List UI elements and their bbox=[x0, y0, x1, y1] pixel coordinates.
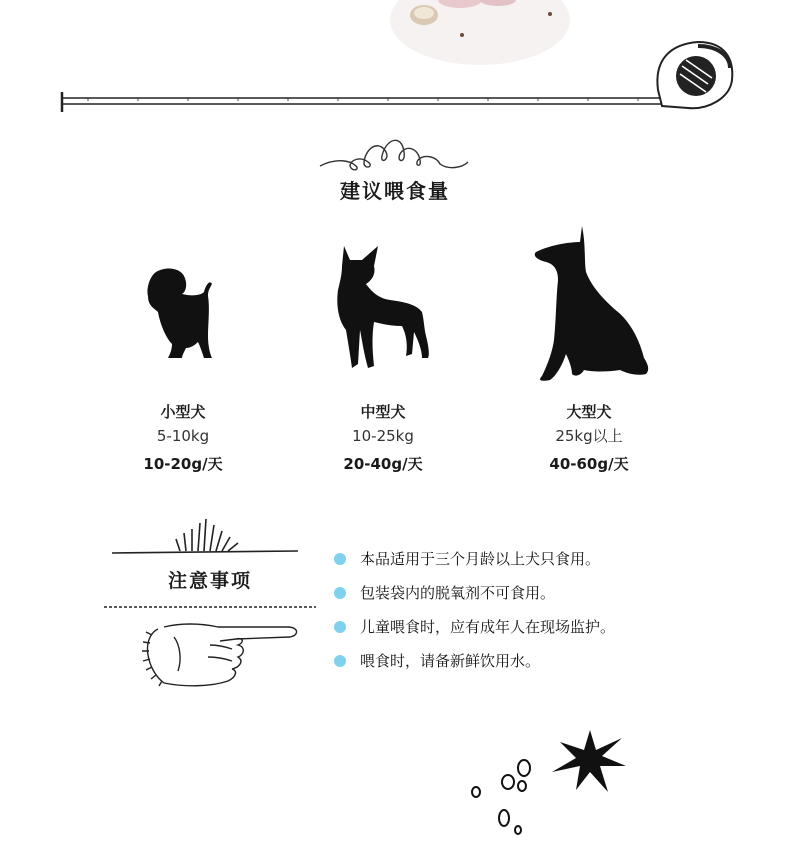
notes-title: 注意事项 bbox=[167, 570, 252, 592]
note-text: 本品适用于三个月龄以上犬只食用。 bbox=[360, 550, 601, 568]
tape-measure-decoration bbox=[58, 40, 738, 120]
note-text: 喂食时，请备新鲜饮用水。 bbox=[360, 652, 541, 670]
bullet-dot-icon bbox=[334, 587, 346, 599]
list-item bbox=[330, 612, 770, 646]
dog-feed-amount: 20-40g/天 bbox=[343, 455, 423, 473]
heading-flourish-decoration bbox=[316, 130, 472, 176]
dog-card-medium bbox=[283, 400, 483, 478]
note-text: 儿童喂食时，应有成年人在现场监护。 bbox=[360, 618, 616, 636]
sunrise-line-decoration bbox=[110, 515, 300, 557]
pointing-hand-icon bbox=[140, 615, 305, 693]
notes-list bbox=[330, 544, 770, 680]
dog-weight-range: 25kg以上 bbox=[555, 427, 623, 445]
large-dog-silhouette-icon bbox=[532, 224, 650, 384]
dashed-divider bbox=[104, 604, 316, 610]
dog-size-label: 大型犬 bbox=[566, 403, 612, 421]
dog-card-large bbox=[489, 400, 689, 478]
dog-size-label: 小型犬 bbox=[160, 403, 206, 421]
section-title: 建议喂食量 bbox=[340, 179, 450, 203]
star-bubbles-doodle bbox=[460, 720, 640, 850]
list-item bbox=[330, 578, 770, 612]
dog-weight-range: 10-25kg bbox=[352, 427, 414, 445]
bullet-dot-icon bbox=[334, 655, 346, 667]
dog-size-label: 中型犬 bbox=[360, 403, 406, 421]
small-dog-silhouette-icon bbox=[146, 266, 216, 362]
medium-dog-silhouette-icon bbox=[332, 244, 432, 372]
note-text: 包装袋内的脱氧剂不可食用。 bbox=[360, 584, 556, 602]
list-item bbox=[330, 646, 770, 680]
list-item bbox=[330, 544, 770, 578]
bullet-dot-icon bbox=[334, 621, 346, 633]
dog-feed-amount: 40-60g/天 bbox=[549, 455, 629, 473]
bullet-dot-icon bbox=[334, 553, 346, 565]
dog-feed-amount: 10-20g/天 bbox=[143, 455, 223, 473]
dog-card-small bbox=[83, 400, 283, 478]
dog-weight-range: 5-10kg bbox=[156, 427, 210, 445]
